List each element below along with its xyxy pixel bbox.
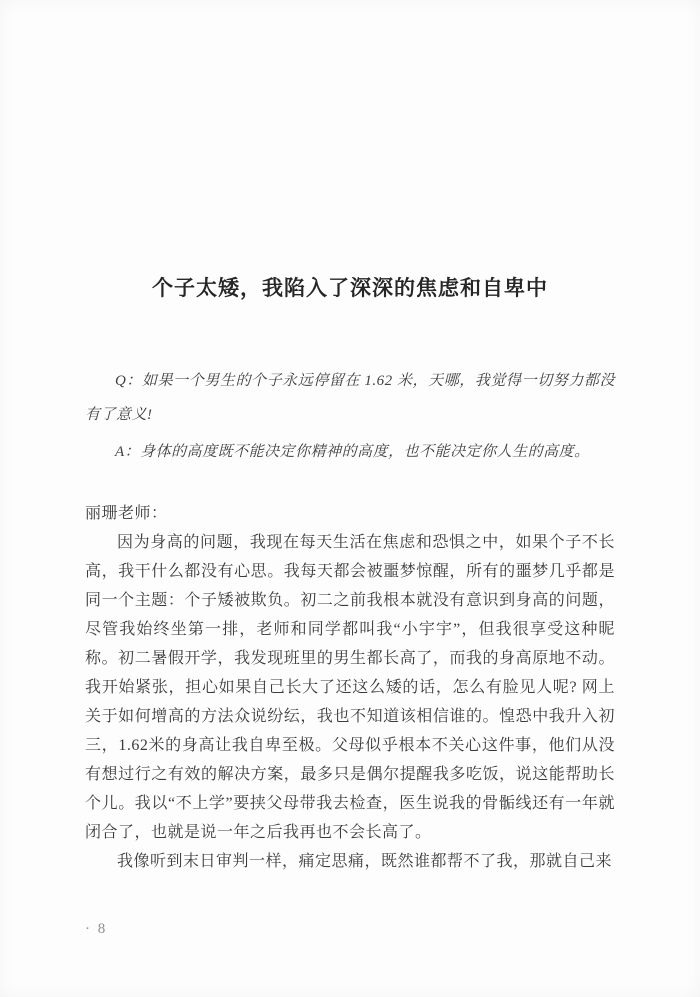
salutation: 丽珊老师：	[85, 505, 168, 522]
question-text: Q：如果一个男生的个子永远停留在 1.62 米，天哪，我觉得一切努力都没有了意义!	[85, 373, 615, 423]
body-paragraph-2: 我像听到末日审判一样，痛定思痛，既然谁都帮不了我，那就自己来	[117, 853, 613, 870]
answer-text: A：身体的高度既不能决定你精神的高度，也不能决定你人生的高度。	[115, 444, 590, 460]
page-number: · 8	[85, 921, 108, 937]
chapter-title: 个子太矮，我陷入了深深的焦虑和自卑中	[152, 277, 548, 300]
body-paragraph-1: 因为身高的问题，我现在每天生活在焦虑和恐惧之中，如果个子不长高，我干什么都没有心思。我每天都会被噩梦惊醒，所有的噩梦几乎都是同一个主题：个子矮被欺负。初二之前我根本就没有意识到身高的问题，尽管我始终坐第一排，老师和同学都叫我“小宇宇”，但我很享受这种昵称。初二暑假开学，我发现班里的男生都长高了，而我的身高原地不动。我开始紧张，担心如果自己长大了还这么矮的话，怎么有脸见人呢? 网上关于如何增高的方法众说纷纭，我也不知道该相信谁的。惶恐中我升入初三，1.62米的身高让我自卑至极。父母似乎根本不关心这件事，他们从没有想过行之有效的解决方案，最多只是偶尔提醒我多吃饭，说这能帮助长个儿。我以“不上学”要挟父母带我去检查，医生说我的骨骺线还有一年就闭合了，也就是说一年之后我再也不会长高了。	[85, 534, 615, 841]
